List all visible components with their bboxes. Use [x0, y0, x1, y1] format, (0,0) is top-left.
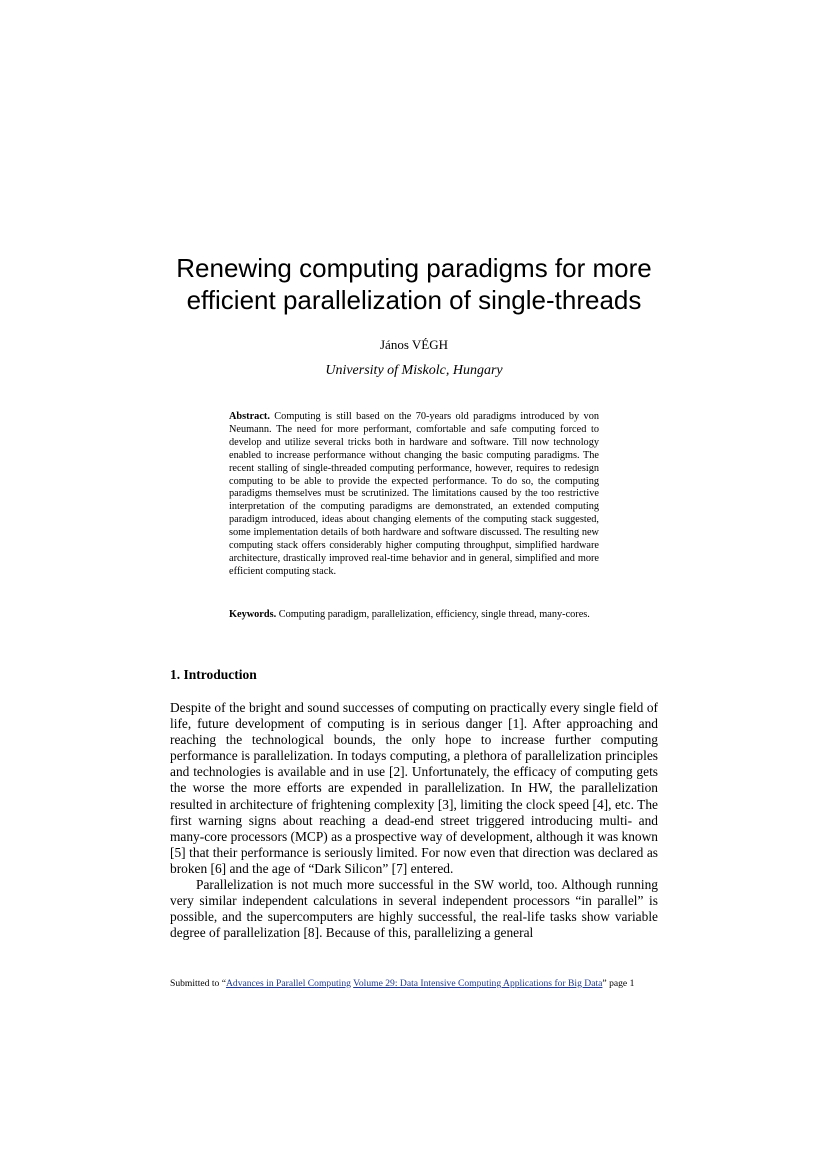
page-footer — [170, 978, 650, 990]
body-paragraph-1: Despite of the bright and sound successes of computing on practically every single field of life, future development of computing is in serious danger [1]. After approaching and reaching the technological bounds, the only hope to increase further computing performance is parallelization. In todays computing, a plethora of parallelization principles and technologies is available and in use [2]. Unfortunately, the efficacy of computing gets the worse the more efforts are expended in parallelization. In HW, the parallelization resulted in architecture of frightening complexity [3], limiting the clock speed [4], etc. The first warning signs about reaching a dead-end street triggered introducing multi- and many-core processors (MCP) as a prospective way of development, although it was known [5] that their performance is seriously limited. For now even that direction was declared as broken [6] and the age of “Dark Silicon” [7] entered. — [170, 700, 658, 876]
abstract-text: Computing is still based on the 70-years old paradigms introduced by von Neumann. The need for more performant, comfortable and safe computing forced to develop and utilize several tricks both in hardware and software. Till now technology enabled to increase performance without changing the basic computing paradigms. The recent stalling of single-threaded computing performance, however, requires to redesign computing to be able to provide the expected performance. To do so, the computing paradigms themselves must be scrutinized. The limitations caused by the too restrictive interpretation of the computing paradigms are demonstrated, an extended computing paradigm introduced, ideas about changing elements of the computing stack suggested, some implementation details of both hardware and software discussed. The resulting new computing stack offers considerably higher computing throughput, simplified hardware architecture, drastically improved real-time behavior and in general, simplified and more efficient computing stack. — [229, 411, 599, 577]
body-paragraph-2: Parallelization is not much more successful in the SW world, too. Although running very similar independent calculations in several independent processors “in parallel” is possible, and the supercomputers are highly successful, the real-life tasks show variable degree of parallelization [8]. Because of this, parallelizing a general — [170, 877, 658, 941]
footer-prefix: Submitted to “ — [170, 978, 226, 989]
keywords-text: Computing paradigm, parallelization, efficiency, single thread, many-cores. — [276, 609, 590, 620]
section-body — [170, 700, 658, 941]
keywords — [229, 608, 599, 622]
author-name: János VÉGH — [379, 337, 448, 352]
footer-suffix: ” page 1 — [602, 978, 635, 989]
keywords-label: Keywords. — [229, 609, 277, 620]
page-title — [100, 252, 728, 316]
title-line-2: efficient parallelization of single-threads — [186, 285, 642, 315]
section-heading: 1. Introduction — [170, 667, 257, 682]
footer-link-volume[interactable]: Volume 29: Data Intensive Computing Applications for Big Data — [353, 978, 603, 989]
abstract-label: Abstract. — [229, 411, 270, 422]
footer-link-series[interactable]: Advances in Parallel Computing — [225, 978, 351, 989]
abstract — [229, 411, 599, 579]
author-affiliation: University of Miskolc, Hungary — [325, 363, 503, 378]
title-line-1: Renewing computing paradigms for more — [176, 253, 652, 283]
